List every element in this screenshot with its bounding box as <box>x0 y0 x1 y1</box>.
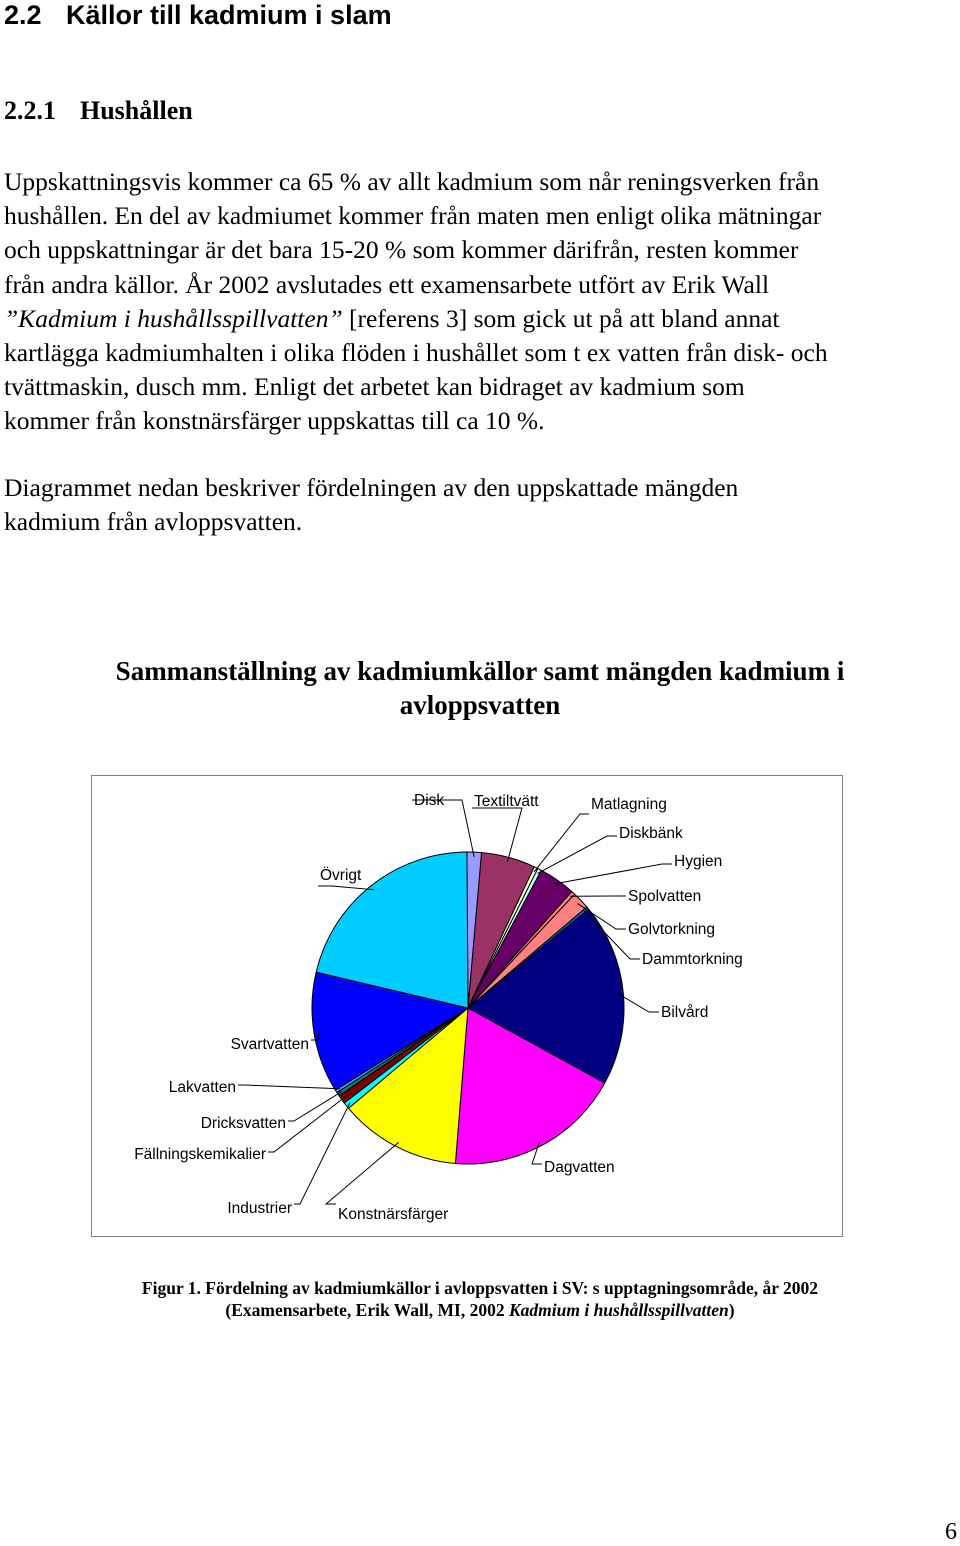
pie-chart-frame <box>91 775 843 1237</box>
paragraph-line: kadmium från avloppsvatten. <box>4 505 960 539</box>
pie-label-11: Industrier <box>227 1200 292 1217</box>
pie-chart <box>92 776 842 1236</box>
pie-label-0: Disk <box>414 792 444 809</box>
figure-caption: Figur 1. Fördelning av kadmiumkällor i avloppsvatten i SV: s upptagningsområde, år 2002 <box>0 1277 960 1299</box>
pie-label-2: Matlagning <box>591 796 667 813</box>
pie-label-16: Övrigt <box>320 866 362 884</box>
chart-title-line: avloppsvatten <box>0 688 960 722</box>
paragraph-line: Uppskattningsvis kommer ca 65 % av allt kadmium som når reningsverken från <box>4 165 960 199</box>
leader-line-10 <box>326 1142 399 1204</box>
paragraph-line <box>4 302 960 336</box>
paragraph-line: hushållen. En del av kadmiumet kommer från maten men enligt olika mätningar <box>4 199 960 233</box>
pie-label-13: Dricksvatten <box>201 1115 286 1132</box>
pie-label-1: Textiltvätt <box>474 793 539 810</box>
caption-source-suffix: ) <box>729 1300 735 1320</box>
caption-source-title: Kadmium i hushållsspillvatten <box>509 1300 729 1320</box>
paragraph-line: kartlägga kadmiumhalten i olika flöden i hushållet som t ex vatten från disk- och <box>4 336 960 370</box>
section-title: Källor till kadmium i slam <box>66 0 392 30</box>
pie-label-3: Diskbänk <box>619 825 683 842</box>
section-heading <box>4 0 392 31</box>
pie-label-4: Hygien <box>674 853 722 870</box>
subsection-title: Hushållen <box>80 96 193 125</box>
paragraph-line: tvättmaskin, dusch mm. Enligt det arbetet kan bidraget av kadmium som <box>4 370 960 404</box>
chart-title-line: Sammanställning av kadmiumkällor samt mängden kadmium i <box>0 654 960 688</box>
pie-label-9: Dagvatten <box>544 1159 615 1176</box>
chart-title <box>0 654 960 722</box>
page-number: 6 <box>945 1519 957 1546</box>
paragraph-diagram-intro <box>4 471 960 539</box>
leader-line-16 <box>318 886 374 890</box>
leader-line-8 <box>619 994 659 1012</box>
subsection-heading <box>4 96 193 126</box>
subsection-number: 2.2.1 <box>4 96 80 126</box>
paragraph-line: kommer från konstnärsfärger uppskattas till ca 10 %. <box>4 404 960 438</box>
pie-label-10: Konstnärsfärger <box>338 1206 448 1223</box>
paragraph-line-rest: [referens 3] som gick ut på att bland annat <box>343 304 780 333</box>
pie-label-14: Lakvatten <box>169 1079 236 1096</box>
pie-label-7: Dammtorkning <box>642 951 743 968</box>
pie-label-6: Golvtorkning <box>628 921 715 938</box>
leader-line-3 <box>537 836 617 874</box>
leader-line-14 <box>238 1085 340 1089</box>
paragraph-households <box>4 165 960 439</box>
paragraph-line: från andra källor. År 2002 avslutades ett examensarbete utfört av Erik Wall <box>4 268 960 302</box>
pie-label-5: Spolvatten <box>628 888 701 905</box>
leader-line-11 <box>294 1103 350 1204</box>
figure-caption-source <box>0 1299 960 1321</box>
thesis-title-italic: ”Kadmium i hushållsspillvatten” <box>4 304 343 333</box>
leader-line-13 <box>288 1092 342 1121</box>
pie-label-15: Svartvatten <box>231 1036 309 1053</box>
paragraph-line: Diagrammet nedan beskriver fördelningen av den uppskattade mängden <box>4 471 960 505</box>
pie-label-8: Bilvård <box>661 1004 708 1021</box>
pie-slices <box>312 852 624 1164</box>
caption-source-prefix: (Examensarbete, Erik Wall, MI, 2002 <box>225 1300 509 1320</box>
leader-line-4 <box>555 864 673 884</box>
leader-line-2 <box>534 814 589 872</box>
paragraph-line: och uppskattningar är det bara 15-20 % som kommer därifrån, resten kommer <box>4 233 960 267</box>
section-number: 2.2 <box>4 0 66 31</box>
pie-label-12: Fällningskemikalier <box>134 1146 266 1163</box>
